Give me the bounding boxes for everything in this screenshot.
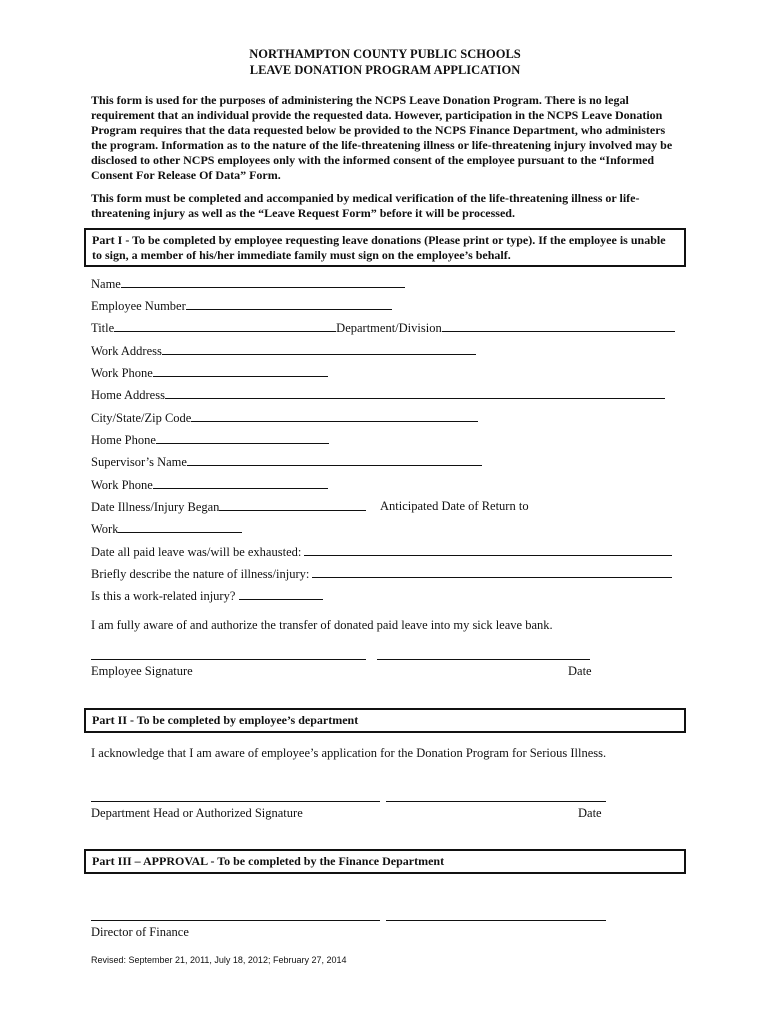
home-address-input-line[interactable] <box>165 387 665 399</box>
home-address-label: Home Address <box>91 388 165 402</box>
anticipated-return-label: Anticipated Date of Return to <box>380 499 529 513</box>
leave-exhausted-input-line[interactable] <box>304 544 672 556</box>
finance-signature-label: Director of Finance <box>91 925 189 939</box>
employee-number-label: Employee Number <box>91 299 186 313</box>
department-label: Department/Division <box>336 321 442 335</box>
name-input-line[interactable] <box>121 276 405 288</box>
title-input-line[interactable] <box>114 320 336 332</box>
work-related-field[interactable] <box>91 588 323 604</box>
requirements-paragraph: This form must be completed and accompanied by medical verification of the life-threatening illness or life-threatening injury as well as the “Leave Request Form” before it will be processed. <box>91 191 640 220</box>
return-date-input-line[interactable] <box>118 521 242 533</box>
name-label: Name <box>91 277 121 291</box>
leave-exhausted-label: Date all paid leave was/will be exhausted: <box>91 545 302 559</box>
department-date-line[interactable] <box>386 801 606 802</box>
return-work-field[interactable] <box>91 521 242 537</box>
home-phone-field[interactable] <box>91 432 329 448</box>
part2-heading-box <box>84 708 686 733</box>
supervisor-name-input-line[interactable] <box>187 454 482 466</box>
work-related-input-line[interactable] <box>239 588 323 600</box>
title-label: Title <box>91 321 115 335</box>
city-state-zip-field[interactable] <box>91 410 478 426</box>
work-address-label: Work Address <box>91 344 162 358</box>
finance-date-line[interactable] <box>386 920 606 921</box>
employee-date-label: Date <box>568 664 592 678</box>
form-title-line1: NORTHAMPTON COUNTY PUBLIC SCHOOLS <box>249 47 521 61</box>
part2-heading: Part II - To be completed by employee’s department <box>92 713 359 727</box>
supervisor-work-phone-field[interactable] <box>91 477 328 493</box>
supervisor-name-label: Supervisor’s Name <box>91 455 187 469</box>
work-address-input-line[interactable] <box>162 343 476 355</box>
employee-number-input-line[interactable] <box>186 298 392 310</box>
employee-signature-line[interactable] <box>91 659 366 660</box>
supervisor-work-phone-input-line[interactable] <box>153 477 328 489</box>
finance-signature-line[interactable] <box>91 920 380 921</box>
department-date-label: Date <box>578 806 602 820</box>
date-began-label: Date Illness/Injury Began <box>91 500 220 514</box>
part1-heading: Part I - To be completed by employee requesting leave donations (Please print or type). If the employee is unable to sign, a member of his/her immediate family must sign on the employee’s behalf. <box>92 233 666 262</box>
leave-exhausted-field[interactable] <box>91 544 672 560</box>
return-work-label: Work <box>91 522 119 536</box>
name-field[interactable] <box>91 276 405 292</box>
acknowledgement-statement: I acknowledge that I am aware of employee’s application for the Donation Program for Serious Illness. <box>91 746 607 760</box>
date-began-input-line[interactable] <box>219 499 366 511</box>
title-department-field[interactable] <box>91 320 675 336</box>
department-input-line[interactable] <box>442 320 675 332</box>
employee-signature-label: Employee Signature <box>91 664 193 678</box>
work-related-label: Is this a work-related injury? <box>91 589 236 603</box>
department-signature-line[interactable] <box>91 801 380 802</box>
supervisor-name-field[interactable] <box>91 454 482 470</box>
supervisor-work-phone-label: Work Phone <box>91 478 153 492</box>
home-phone-input-line[interactable] <box>156 432 329 444</box>
work-phone-label: Work Phone <box>91 366 153 380</box>
authorization-statement: I am fully aware of and authorize the transfer of donated paid leave into my sick leave bank. <box>91 618 553 632</box>
work-phone-field[interactable] <box>91 365 328 381</box>
city-state-zip-input-line[interactable] <box>191 410 478 422</box>
home-phone-label: Home Phone <box>91 433 156 447</box>
describe-illness-field[interactable] <box>91 566 672 582</box>
employee-number-field[interactable] <box>91 298 392 314</box>
work-address-field[interactable] <box>91 343 476 359</box>
part3-heading-box <box>84 849 686 874</box>
part1-heading-box <box>84 228 686 267</box>
department-signature-label: Department Head or Authorized Signature <box>91 806 303 820</box>
home-address-field[interactable] <box>91 387 665 403</box>
employee-date-line[interactable] <box>377 659 590 660</box>
city-state-zip-label: City/State/Zip Code <box>91 411 192 425</box>
intro-paragraph: This form is used for the purposes of administering the NCPS Leave Donation Program. There is no legal requirement that an individual provide the requested data. However, participation in the NCPS Leave Donation Program requires that the data requested below be provided to the NCPS Finance Department, who administers the program. Information as to the nature of the life-threatening illness or life-threatening injury involved may be disclosed to other NCPS employees only with the informed consent of the employee pursuant to the “Informed Consent For Release Of Data” Form. <box>91 93 673 182</box>
date-began-field[interactable] <box>91 499 366 515</box>
part3-heading: Part III – APPROVAL - To be completed by the Finance Department <box>92 854 445 868</box>
form-title-line2: LEAVE DONATION PROGRAM APPLICATION <box>249 63 521 77</box>
work-phone-input-line[interactable] <box>153 365 328 377</box>
describe-illness-input-line[interactable] <box>312 566 672 578</box>
revision-note: Revised: September 21, 2011, July 18, 2012; February 27, 2014 <box>91 955 347 965</box>
describe-illness-label: Briefly describe the nature of illness/injury: <box>91 567 310 581</box>
